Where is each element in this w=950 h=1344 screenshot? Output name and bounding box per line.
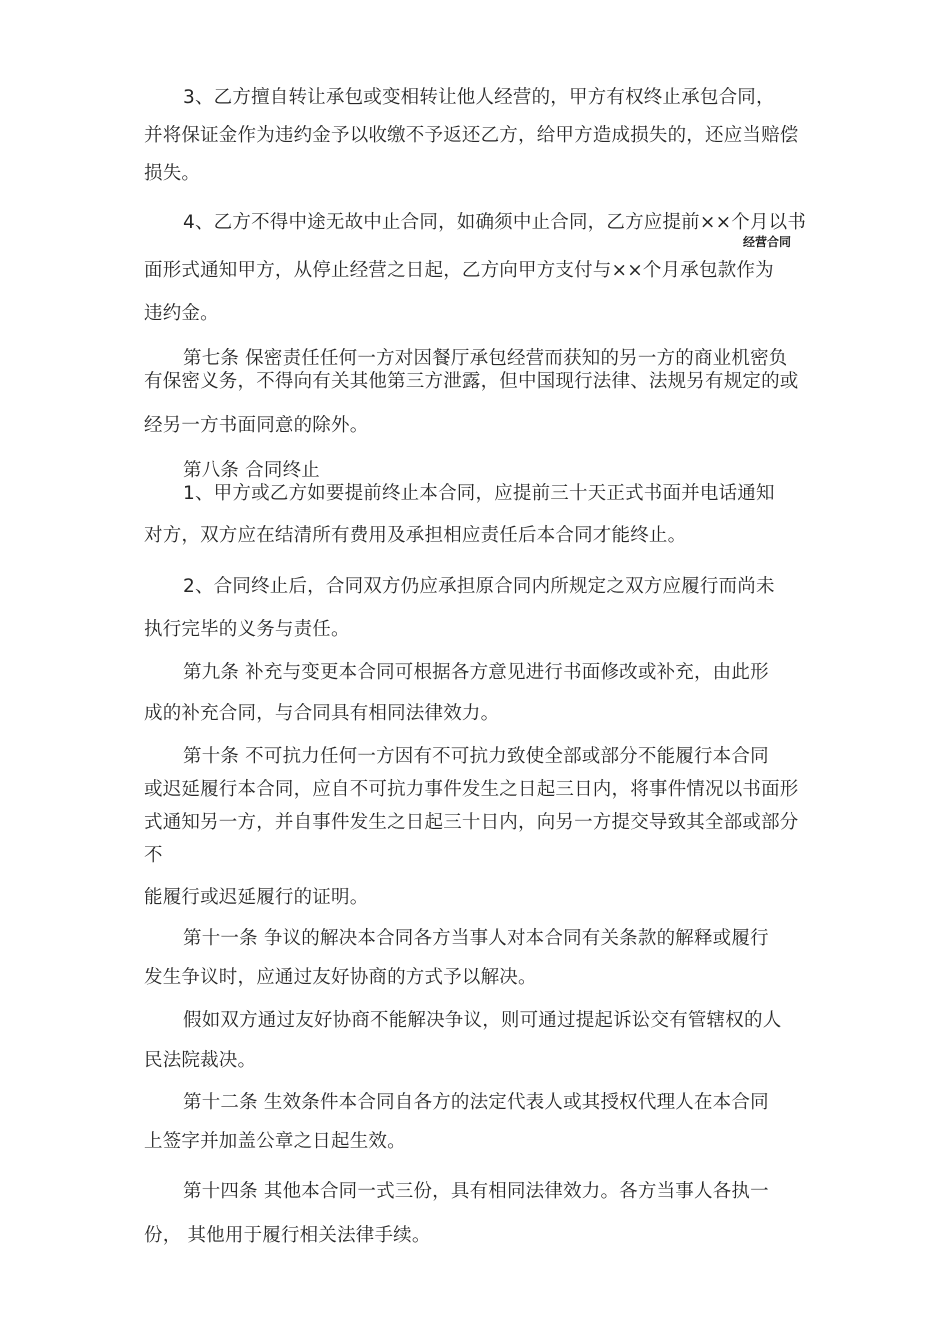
text-line: 违约金。 — [144, 303, 219, 324]
text-line: 发生争议时，应通过友好协商的方式予以解决。 — [144, 967, 537, 988]
text-line: 不 — [144, 845, 163, 866]
text-line: 3、乙方擅自转让承包或变相转让他人经营的，甲方有权终止承包合同， — [183, 87, 775, 108]
text-line: 式通知另一方，并自事件发生之日起三十日内，向另一方提交导致其全部或部分 — [144, 812, 799, 833]
text-line: 4、乙方不得中途无故中止合同，如确须中止合同，乙方应提前××个月以书 — [183, 212, 807, 233]
text-line: 损失。 — [144, 163, 201, 184]
text-line: 2、合同终止后，合同双方仍应承担原合同内所规定之双方应履行而尚未 — [183, 576, 775, 597]
text-line: 第十条 不可抗力任何一方因有不可抗力致使全部或部分不能履行本合同 — [183, 746, 769, 767]
text-line: 第九条 补充与变更本合同可根据各方意见进行书面修改或补充，由此形 — [183, 662, 769, 683]
text-line: 或迟延履行本合同，应自不可抗力事件发生之日起三日内，将事件情况以书面形 — [144, 779, 799, 800]
text-line: 第十一条 争议的解决本合同各方当事人对本合同有关条款的解释或履行 — [183, 928, 769, 949]
text-line: 上签字并加盖公章之日起生效。 — [144, 1131, 406, 1152]
text-line: 第八条 合同终止 — [183, 460, 320, 481]
text-line: 第十二条 生效条件本合同自各方的法定代表人或其授权代理人在本合同 — [183, 1092, 769, 1113]
header-note: 经营合同 — [743, 235, 792, 249]
text-line: 民法院裁决。 — [144, 1050, 257, 1071]
text-line: 执行完毕的义务与责任。 — [144, 619, 350, 640]
text-line: 假如双方通过友好协商不能解决争议，则可通过提起诉讼交有管辖权的人 — [183, 1010, 782, 1031]
text-line: 有保密义务，不得向有关其他第三方泄露，但中国现行法律、法规另有规定的或 — [144, 371, 799, 392]
text-line: 1、甲方或乙方如要提前终止本合同，应提前三十天正式书面并电话通知 — [183, 483, 775, 504]
text-line: 经另一方书面同意的除外。 — [144, 415, 369, 436]
text-line: 面形式通知甲方，从停止经营之日起，乙方向甲方支付与××个月承包款作为 — [144, 260, 774, 281]
text-line: 第十四条 其他本合同一式三份，具有相同法律效力。各方当事人各执一 — [183, 1181, 769, 1202]
text-line: 能履行或迟延履行的证明。 — [144, 887, 369, 908]
text-line: 份， 其他用于履行相关法律手续。 — [144, 1225, 431, 1246]
text-line: 第七条 保密责任任何一方对因餐厅承包经营而获知的另一方的商业机密负 — [183, 348, 788, 369]
text-line: 并将保证金作为违约金予以收缴不予返还乙方，给甲方造成损失的，还应当赔偿 — [144, 125, 799, 146]
text-line: 对方，双方应在结清所有费用及承担相应责任后本合同才能终止。 — [144, 525, 687, 546]
text-line: 成的补充合同，与合同具有相同法律效力。 — [144, 703, 500, 724]
